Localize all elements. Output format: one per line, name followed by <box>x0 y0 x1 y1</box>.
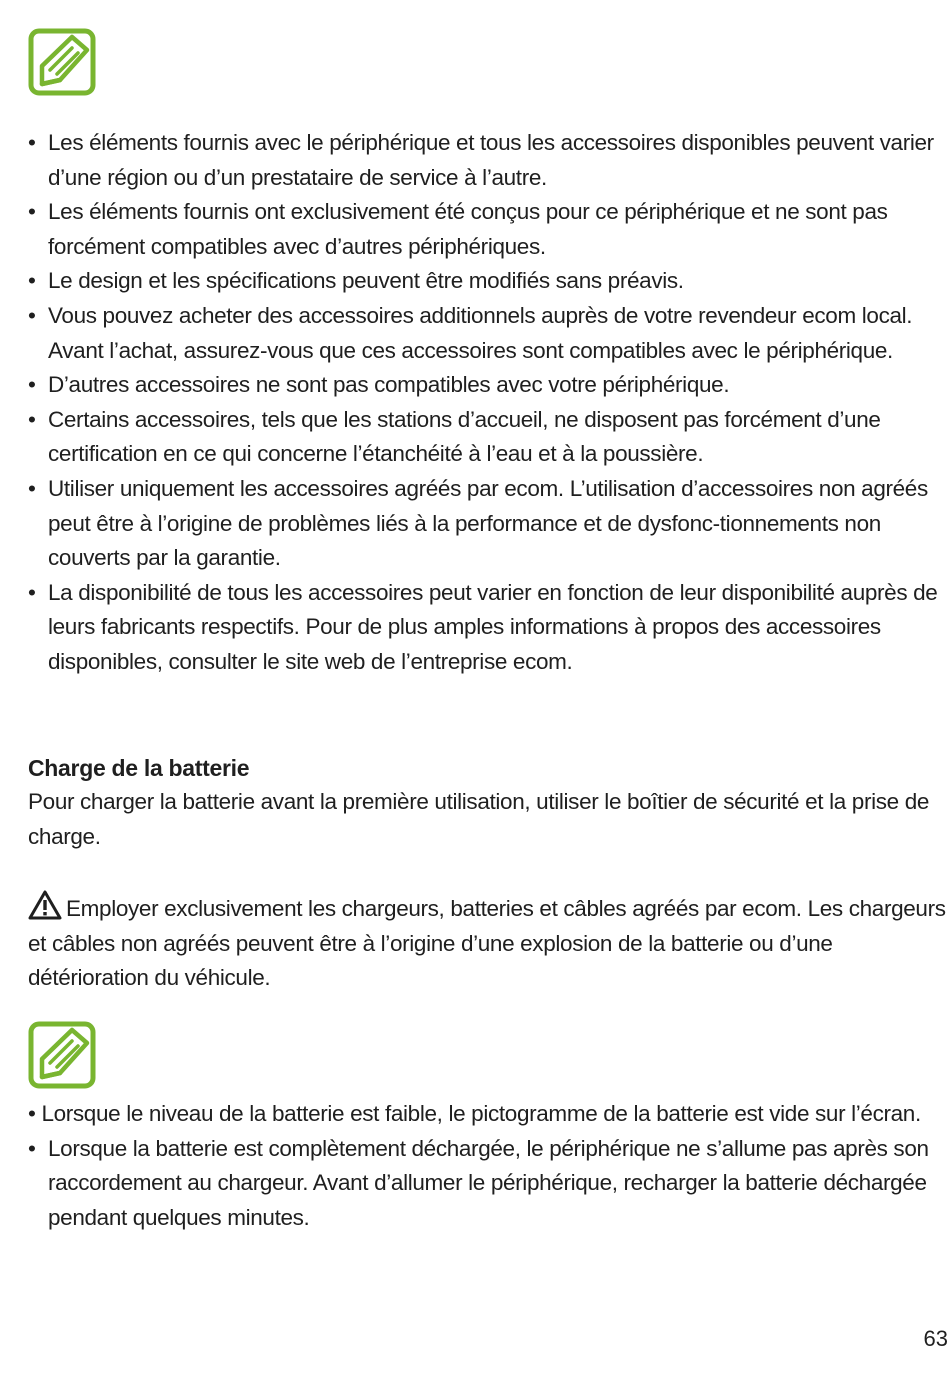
warning-triangle-icon <box>28 890 62 920</box>
list-item: • Utiliser uniquement les accessoires agréés par ecom. L’utilisation d’accessoires non agréés peut être à l’origine de problèmes liés à la performance et de dysfonc-tionnements non couverts par la garantie. <box>28 475 928 571</box>
list-item: • Lorsque la batterie est complètement déchargée, le périphérique ne s’allume pas après son raccordement au chargeur. Avant d’allumer le périphérique, recharger la batterie déchargée pendant quelques minutes. <box>28 1135 929 1230</box>
page-number: 63 <box>923 1326 948 1351</box>
list-item: • Les éléments fournis ont exclusivement été conçus pour ce périphérique et ne sont pas forcément compatibles avec d’autres périphériques. <box>28 199 888 259</box>
list-item: • Vous pouvez acheter des accessoires additionnels auprès de votre revendeur ecom local. Avant l’achat, assurez-vous que ces accessoires sont compatibles avec le périphérique. <box>28 302 913 363</box>
note-pencil-icon <box>28 1021 96 1089</box>
list-item: • La disponibilité de tous les accessoires peut varier en fonction de leur disponibilité auprès de leurs fabricants respectifs. Pour de plus amples informations à propos des accessoires disponibles, consulter le site web de l’entreprise ecom. <box>28 579 938 674</box>
charging-intro-paragraph: Pour charger la batterie avant la première utilisation, utiliser le boîtier de sécurité et la prise de charge. <box>28 789 930 849</box>
accessories-notes-list <box>28 126 950 680</box>
note-pencil-icon <box>28 28 96 96</box>
list-item: • D’autres accessoires ne sont pas compatibles avec votre périphérique. <box>28 372 730 398</box>
battery-notes-list <box>28 1097 950 1235</box>
list-item: • Les éléments fournis avec le périphérique et tous les accessoires disponibles peuvent varier d’une région ou d’un prestataire de service à l’autre. <box>28 130 934 190</box>
list-item: • Certains accessoires, tels que les stations d’accueil, ne disposent pas forcément d’une certification en ce qui concerne l’étanchéité à l’eau et à la poussière. <box>28 406 881 467</box>
list-item: • Le design et les spécifications peuvent être modifiés sans préavis. <box>28 268 684 294</box>
list-item: • Lorsque le niveau de la batterie est faible, le pictogramme de la batterie est vide sur l’écran. <box>28 1101 921 1126</box>
warning-paragraph <box>28 890 950 996</box>
section-heading: Charge de la batterie <box>28 755 250 781</box>
warning-text: Employer exclusivement les chargeurs, batteries et câbles agréés par ecom. Les chargeurs et câbles non agréés peuvent être à l’origine d’une explosion de la batterie ou d’une détérioration du véhicule. <box>28 896 946 991</box>
